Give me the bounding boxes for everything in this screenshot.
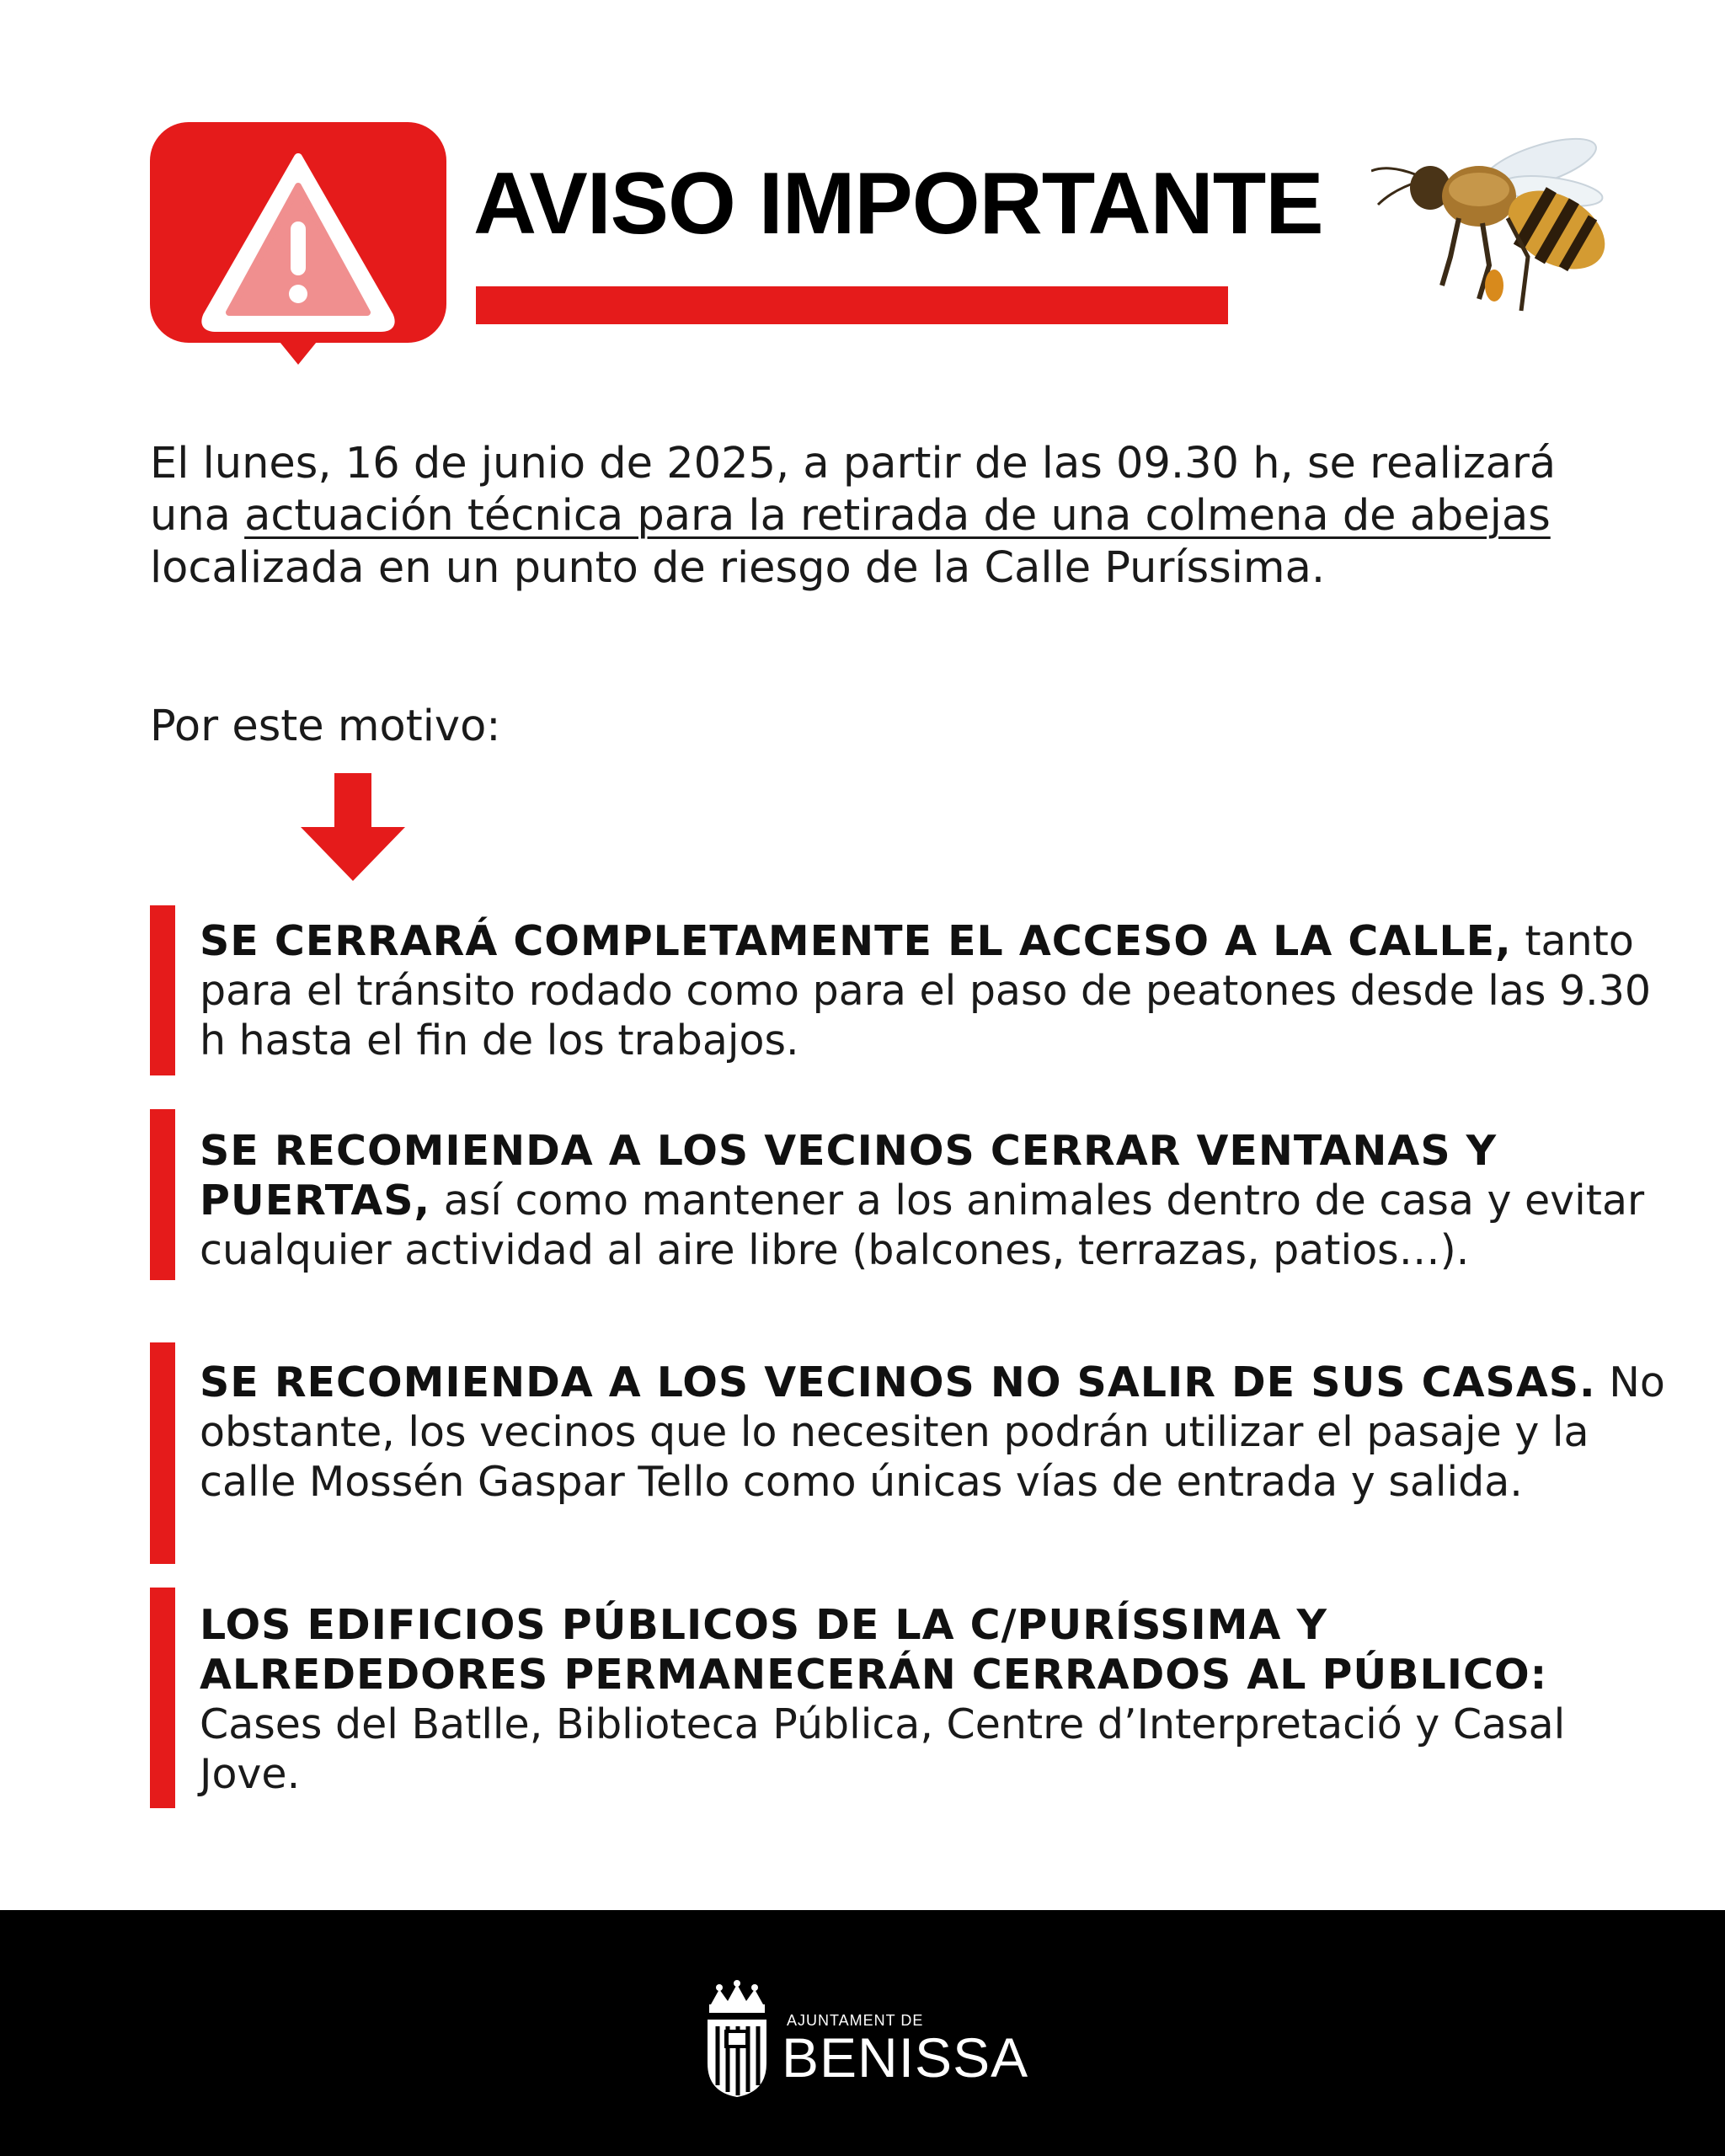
notice-body: Cases del Batlle, Biblioteca Pública, Centre d’Interpretació y Casal Jove. <box>200 1700 1566 1798</box>
down-arrow-icon <box>299 773 407 881</box>
title-underline-bar <box>476 286 1228 324</box>
notice-heading: SE RECOMIENDA A LOS VECINOS NO SALIR DE SUS CASAS. <box>200 1358 1596 1406</box>
notice-stay-home <box>150 1342 1666 1564</box>
intro-text-end: localizada en un punto de riesgo de la Calle Puríssima. <box>150 543 1326 593</box>
notice-heading: SE CERRARÁ COMPLETAMENTE EL ACCESO A LA CALLE, <box>200 917 1512 965</box>
reason-label: Por este motivo: <box>150 702 501 751</box>
footer-org-name: BENISSA <box>782 2026 1029 2089</box>
notice-body: No obstante, los vecinos que lo necesiten podrán utilizar el pasaje y la calle Mossén Gaspar Tello como únicas vías de entrada y salida. <box>200 1358 1665 1506</box>
notice-heading: SE RECOMIENDA A LOS VECINOS CERRAR VENTANAS Y PUERTAS, <box>200 1127 1498 1225</box>
notice-text <box>150 1588 1666 1799</box>
notice-accent-bar <box>150 905 175 1075</box>
notice-body: así como mantener a los animales dentro de casa y evitar cualquier actividad al aire libre (balcones, terrazas, patios…). <box>200 1177 1645 1274</box>
intro-text-start: El lunes, 16 de junio de 2025, a partir de las 09.30 h, se realizará una <box>150 439 1557 541</box>
intro-paragraph <box>150 438 1616 595</box>
notice-close-windows <box>150 1109 1666 1280</box>
notice-text <box>150 1109 1666 1275</box>
notice-street-closure <box>150 905 1666 1075</box>
notice-text <box>150 905 1666 1065</box>
warning-triangle-icon <box>150 122 446 365</box>
bee-illustration <box>1371 131 1628 324</box>
notice-accent-bar <box>150 1588 175 1808</box>
benissa-crest-logo <box>702 1979 772 2097</box>
notice-accent-bar <box>150 1342 175 1564</box>
notice-body: tanto para el tránsito rodado como para el paso de peatones desde las 9.30 h hasta el fin de los trabajos. <box>200 917 1652 1065</box>
page-title: AVISO IMPORTANTE <box>473 155 1323 253</box>
notice-text <box>150 1342 1666 1507</box>
intro-highlight: actuación técnica para la retirada de una colmena de abejas <box>244 491 1551 541</box>
footer-org-prefix: AJUNTAMENT DE <box>787 2012 924 2029</box>
notice-public-buildings <box>150 1588 1666 1808</box>
notice-heading: LOS EDIFICIOS PÚBLICOS DE LA C/PURÍSSIMA Y ALREDEDORES PERMANECERÁN CERRADOS AL PÚBLICO: <box>200 1601 1548 1699</box>
notice-accent-bar <box>150 1109 175 1280</box>
